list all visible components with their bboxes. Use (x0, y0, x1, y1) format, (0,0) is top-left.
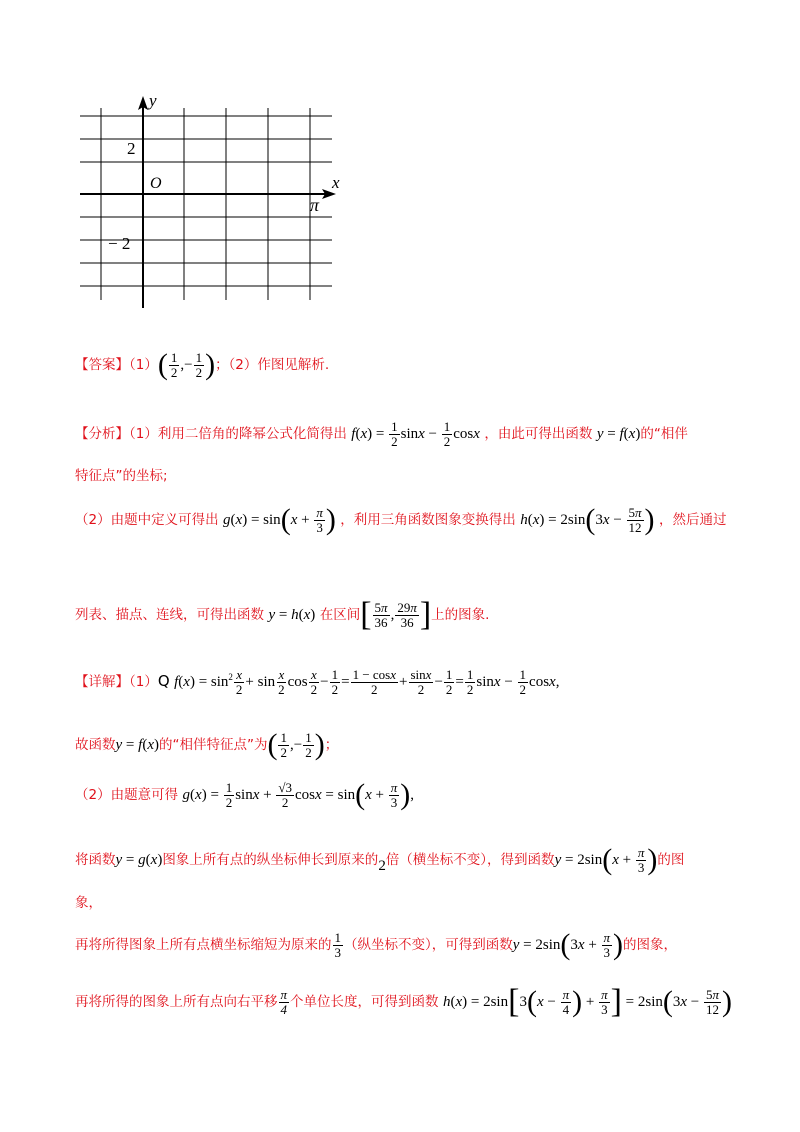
formula-f-derivation: $f(x) = \sin^2$ $\frac{x}{2}$ + sin $\frac{x}{2}$ cos $\frac{x}{2}$ − $\frac{1}{2}$ = $\frac{1 - \cos x}{2}$ + $\frac{\sin x}{2}$ − $\frac{1}{2}$ = $\frac{1}{2}$ sinx − $\frac{1}{2}$ cosx, (174, 667, 560, 697)
analysis-text: （1）利用二倍角的降幂公式化简得出 (129, 426, 347, 443)
detail-text: （2）由题意可得 (75, 787, 179, 803)
formula-g-derivation: g(x) = $\frac{1}{2}$ sinx + $\frac{√3}{2}$ cosx = sin(x + $\frac{\pi}{3}$ ), (182, 778, 415, 811)
analysis-text: （2）由题中定义可得出 (75, 512, 219, 528)
detail-text: 图象上所有点的纵坐标伸长到原来的 (162, 852, 379, 868)
x-axis-label: x (332, 173, 340, 192)
analysis-text: 列表、描点、连线，可得出函数 (75, 607, 264, 623)
tick-label-neg2: − 2 (108, 234, 131, 253)
formula-g: g(x) = sin(x + $\frac{\pi}{3}$ ) (223, 503, 336, 536)
analysis-line-1 (75, 420, 688, 448)
detail-tag: 【详解】 (75, 674, 129, 691)
formula-f-simplified: f(x) = $\frac{1}{2}$ sinx − $\frac{1}{2}$ cosx (351, 419, 480, 449)
detail-line-5: 象， (75, 895, 102, 911)
detail-text: （1） (129, 674, 158, 691)
analysis-line-4: 列表、描点、连线，可得出函数 y = h(x) 在区间[ $\frac{5\pi}{36}$ , $\frac{29\pi}{36}$ ]上的图象. (75, 596, 490, 633)
answer-part2: ；（2）作图见解析. (215, 357, 330, 373)
answer-part1: （1） (129, 357, 158, 373)
formula-y-h: y = h(x) (268, 606, 316, 623)
analysis-text: 在区间 (319, 607, 361, 623)
analysis-line-3 (75, 505, 727, 535)
detail-text: 的图象， (623, 937, 678, 953)
answer-line: 【答案】（1）( $\frac{1}{2}$ ,− $\frac{1}{2}$ )；（2）作图见解析. (75, 348, 330, 381)
detail-text: （纵坐标不变），可得到函数 (344, 937, 513, 953)
formula-h-derivation: h(x) = 2sin[3(x − $\frac{\pi}{4}$ ) + $\frac{\pi}{3}$ ] = 2sin(3x − $\frac{5\pi}{12}$ ) (442, 983, 733, 1020)
tick-label-2: 2 (127, 139, 136, 158)
detail-line-3 (75, 780, 414, 810)
analysis-text: ，然后通过 (659, 512, 727, 528)
analysis-text: ，由此可得出函数 (484, 426, 593, 443)
stretch-factor: 2 (378, 858, 386, 874)
detail-line-6 (75, 930, 677, 960)
detail-line-1 (75, 668, 559, 696)
analysis-text: ，利用三角函数图象变换得出 (340, 512, 516, 528)
because-symbol: Q (157, 672, 170, 691)
detail-text: 个单位长度，可得到函数 (290, 994, 439, 1010)
analysis-line-2: 特征点”的坐标; (75, 468, 168, 484)
analysis-tag: 【分析】 (75, 426, 129, 443)
formula-y-g: y = g(x) (115, 851, 163, 868)
grid-lines (80, 108, 332, 300)
fraction-third: $\frac{1}{3}$ (334, 929, 341, 960)
fraction-half: $\frac{1}{2}$ (195, 349, 203, 380)
detail-text: 再将所得图象上所有点横坐标缩短为原来的 (75, 937, 332, 953)
detail-text: 再将所得的图象上所有点向右平移 (75, 994, 278, 1010)
detail-text: 倍（横坐标不变），得到函数 (385, 852, 555, 868)
formula-y-f: y = f(x) (115, 736, 159, 753)
detail-line-2: 故函数y = f(x)的“相伴特征点”为( $\frac{1}{2}$ ,− $\frac{1}{2}$ )； (75, 728, 339, 761)
analysis-text: 上的图象. (431, 607, 490, 623)
formula-h: h(x) = 2sin(3x − $\frac{5\pi}{12}$ ) (520, 503, 655, 536)
detail-line-4 (75, 845, 684, 875)
fraction-half: $\frac{1}{2}$ (170, 349, 178, 380)
detail-line-7 (75, 985, 732, 1019)
detail-text: 的图 (657, 852, 685, 868)
formula-2sin-3x: y = 2sin(3x + $\frac{\pi}{3}$ ) (512, 928, 624, 961)
detail-text: 将函数 (75, 852, 116, 868)
origin-label: O (150, 175, 162, 192)
formula-y-f: y = f(x) (596, 425, 641, 442)
tick-label-pi: π (310, 195, 320, 215)
fraction-pi-4: $\frac{\pi}{4}$ (280, 986, 288, 1017)
detail-text: 的“相伴特征点”为 (158, 737, 268, 753)
detail-text: ； (324, 737, 339, 753)
y-axis-label: y (149, 91, 157, 110)
detail-text: 故函数 (75, 737, 116, 753)
formula-2sin: y = 2sin(x + $\frac{\pi}{3}$ ) (554, 843, 658, 876)
coordinate-grid (70, 90, 360, 315)
answer-tag: 【答案】 (75, 357, 129, 373)
analysis-text: 的“相伴 (640, 426, 688, 443)
